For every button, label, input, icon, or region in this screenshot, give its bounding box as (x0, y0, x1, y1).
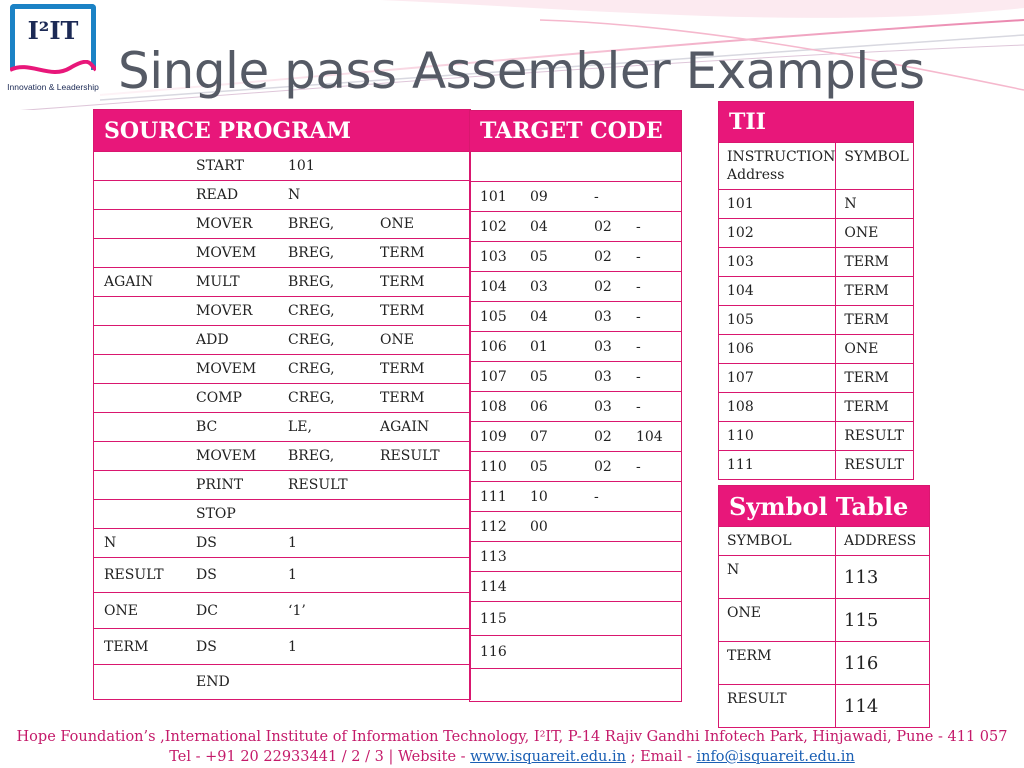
target-field: 02 (594, 248, 612, 265)
target-field: 110 (480, 458, 507, 475)
source-operand2 (380, 603, 470, 619)
target-row (470, 242, 682, 272)
source-operand1: LE, (288, 419, 312, 435)
tii-symbol: RESULT (836, 451, 914, 480)
target-field: - (636, 278, 641, 295)
target-field: - (594, 188, 599, 205)
page-title: Single pass Assembler Examples (118, 42, 925, 100)
source-row (94, 471, 471, 500)
symtab-symbol: RESULT (719, 685, 836, 728)
source-row (94, 500, 471, 529)
tii-row (719, 306, 914, 335)
source-opcode: START (196, 158, 244, 174)
target-field (594, 644, 636, 660)
symtab-symbol: TERM (719, 642, 836, 685)
target-row (470, 422, 682, 452)
target-field: 09 (530, 188, 548, 205)
target-field: 116 (480, 644, 507, 660)
source-label (94, 448, 196, 464)
target-field: 03 (594, 368, 612, 385)
target-field: 05 (530, 368, 548, 385)
tii-address: 101 (719, 190, 836, 219)
source-opcode: DS (196, 535, 217, 551)
source-program-header: SOURCE PROGRAM (94, 110, 471, 152)
target-field: 109 (480, 428, 507, 445)
source-operand2 (380, 506, 470, 522)
tii-row (719, 422, 914, 451)
footer-contact: Tel - +91 20 22933441 / 2 / 3 | Website - www.isquareit.edu.in ; Email - info@isquareit.edu.in (169, 749, 855, 765)
symtab-col-address: ADDRESS (836, 527, 930, 556)
target-field: 02 (594, 218, 612, 235)
tii-address: 110 (719, 422, 836, 451)
source-program-table (93, 109, 471, 700)
source-opcode: MOVEM (196, 448, 257, 464)
tii-address: 106 (719, 335, 836, 364)
source-opcode: MOVER (196, 303, 253, 319)
source-label (94, 506, 196, 522)
source-operand1: 1 (288, 535, 297, 551)
tii-address: 108 (719, 393, 836, 422)
target-field: 02 (594, 458, 612, 475)
source-operand1: CREG, (288, 361, 335, 377)
source-opcode: END (196, 674, 230, 690)
target-field: 05 (530, 248, 548, 265)
target-row (470, 362, 682, 392)
target-field: 06 (530, 398, 548, 415)
source-operand2: TERM (380, 303, 425, 319)
tii-row (719, 277, 914, 306)
target-field: 105 (480, 308, 507, 325)
target-row (470, 669, 682, 702)
target-row (470, 272, 682, 302)
source-opcode: COMP (196, 390, 242, 406)
source-opcode: STOP (196, 506, 236, 522)
source-operand1: CREG, (288, 303, 335, 319)
source-operand2: AGAIN (380, 419, 430, 435)
source-row (94, 413, 471, 442)
target-field: 115 (480, 610, 507, 627)
tii-address: 104 (719, 277, 836, 306)
target-row (470, 212, 682, 242)
target-field: 04 (530, 218, 548, 235)
symtab-symbol: ONE (719, 599, 836, 642)
tii-table (718, 101, 914, 480)
target-field: 00 (530, 518, 548, 535)
source-operand1 (288, 506, 380, 522)
source-label (94, 216, 196, 232)
target-field: 114 (480, 578, 507, 595)
tii-row (719, 219, 914, 248)
tii-symbol: TERM (836, 306, 914, 335)
target-field: - (636, 338, 641, 355)
source-operand1: CREG, (288, 332, 335, 348)
tii-symbol: TERM (836, 277, 914, 306)
target-field: 104 (636, 428, 663, 445)
target-row (470, 512, 682, 542)
target-field: 101 (480, 188, 507, 205)
source-row (94, 665, 471, 700)
target-row (470, 572, 682, 602)
tii-col-symbol: SYMBOL (836, 143, 914, 190)
target-row (470, 636, 682, 669)
target-field: 111 (480, 488, 507, 505)
symbol-table (718, 485, 930, 728)
symtab-row (719, 642, 930, 685)
source-label (94, 419, 196, 435)
tii-symbol: ONE (836, 219, 914, 248)
target-field: 02 (594, 278, 612, 295)
source-operand2: TERM (380, 361, 425, 377)
source-opcode: DS (196, 567, 217, 583)
symtab-symbol: N (719, 556, 836, 599)
source-label (94, 361, 196, 377)
source-label (94, 187, 196, 203)
target-field: 03 (594, 398, 612, 415)
target-field: 102 (480, 218, 507, 235)
target-field: 02 (594, 428, 612, 445)
source-row (94, 152, 471, 181)
tii-row (719, 248, 914, 277)
source-row (94, 181, 471, 210)
target-field: 03 (594, 308, 612, 325)
target-field (594, 519, 636, 535)
target-field: 107 (480, 368, 507, 385)
email-link[interactable]: info@isquareit.edu.in (696, 749, 855, 765)
source-row (94, 384, 471, 413)
source-operand2 (380, 158, 470, 174)
target-field: 103 (480, 248, 507, 265)
target-field (594, 549, 636, 565)
target-field: 104 (480, 278, 507, 295)
source-row (94, 268, 471, 297)
source-opcode: MOVEM (196, 245, 257, 261)
target-field (636, 189, 676, 205)
tii-row (719, 393, 914, 422)
source-operand2: TERM (380, 245, 425, 261)
tii-col-instruction-address: INSTRUCTION Address (719, 143, 836, 190)
symtab-col-symbol: SYMBOL (719, 527, 836, 556)
target-row (470, 182, 682, 212)
target-field: 112 (480, 518, 507, 535)
source-operand2: TERM (380, 274, 425, 290)
target-field: 03 (530, 278, 548, 295)
tii-row (719, 190, 914, 219)
symtab-address: 114 (836, 685, 930, 728)
tii-symbol: RESULT (836, 422, 914, 451)
source-operand1: N (288, 187, 301, 203)
website-link[interactable]: www.isquareit.edu.in (470, 749, 626, 765)
target-field: - (636, 218, 641, 235)
source-operand1: BREG, (288, 245, 335, 261)
target-row (470, 542, 682, 572)
source-row (94, 355, 471, 384)
source-label: N (104, 535, 117, 551)
target-field: - (636, 398, 641, 415)
source-opcode: READ (196, 187, 239, 203)
source-row (94, 297, 471, 326)
source-label (94, 674, 196, 690)
source-operand2 (380, 535, 470, 551)
source-operand1 (288, 674, 380, 690)
source-label: TERM (104, 638, 149, 655)
source-opcode: DC (196, 602, 218, 619)
source-operand1: ‘1’ (288, 602, 306, 619)
target-field (636, 611, 676, 627)
tii-address: 103 (719, 248, 836, 277)
tii-header: TII (719, 102, 914, 143)
target-row (470, 152, 682, 182)
source-opcode: MOVER (196, 216, 253, 232)
target-field: 113 (480, 548, 507, 565)
source-opcode: MOVEM (196, 361, 257, 377)
source-row (94, 210, 471, 239)
source-operand1: 1 (288, 638, 297, 655)
source-label (94, 332, 196, 348)
source-label: RESULT (104, 567, 164, 583)
tii-row (719, 451, 914, 480)
source-operand1: CREG, (288, 390, 335, 406)
target-field: 04 (530, 308, 548, 325)
target-field: 10 (530, 488, 548, 505)
source-operand1: RESULT (288, 477, 348, 493)
source-row (94, 326, 471, 355)
target-row (470, 452, 682, 482)
target-field (636, 489, 676, 505)
target-field (530, 611, 594, 627)
target-field (530, 644, 594, 660)
target-field (594, 579, 636, 595)
target-field (636, 519, 676, 535)
source-operand2 (380, 567, 470, 583)
symtab-row (719, 685, 930, 728)
target-field: 07 (530, 428, 548, 445)
target-row (470, 482, 682, 512)
source-opcode: PRINT (196, 477, 244, 493)
target-field (530, 549, 594, 565)
source-row (94, 629, 471, 665)
source-operand2 (380, 674, 470, 690)
target-row (470, 602, 682, 636)
source-operand2 (380, 187, 470, 203)
i2it-logo: I²IT Innovation & Leadership (4, 2, 102, 94)
source-label (94, 245, 196, 261)
target-field: - (636, 368, 641, 385)
source-operand1: BREG, (288, 216, 335, 232)
target-code-header: TARGET CODE (470, 111, 682, 152)
source-operand2 (380, 477, 470, 493)
tii-address: 111 (719, 451, 836, 480)
source-row (94, 239, 471, 268)
tii-symbol: TERM (836, 393, 914, 422)
tii-address: 105 (719, 306, 836, 335)
tii-symbol: TERM (836, 248, 914, 277)
target-row (470, 392, 682, 422)
tii-row (719, 364, 914, 393)
target-code-table (469, 110, 682, 702)
symtab-address: 113 (836, 556, 930, 599)
target-field: 01 (530, 338, 548, 355)
source-row (94, 558, 471, 593)
target-row (470, 302, 682, 332)
tii-symbol: N (836, 190, 914, 219)
tii-address: 107 (719, 364, 836, 393)
target-field (594, 611, 636, 627)
source-operand2: TERM (380, 390, 425, 406)
tii-address: 102 (719, 219, 836, 248)
source-label (94, 390, 196, 406)
source-label: AGAIN (104, 274, 154, 290)
target-field (636, 579, 676, 595)
source-operand1: BREG, (288, 448, 335, 464)
tii-symbol: TERM (836, 364, 914, 393)
target-field (530, 579, 594, 595)
target-field (636, 644, 676, 660)
source-operand1: 1 (288, 567, 297, 583)
symtab-row (719, 599, 930, 642)
source-operand1: BREG, (288, 274, 335, 290)
source-label: ONE (104, 602, 138, 619)
tii-row (719, 335, 914, 364)
tii-symbol: ONE (836, 335, 914, 364)
target-field: 108 (480, 398, 507, 415)
target-field: 106 (480, 338, 507, 355)
target-field: - (636, 458, 641, 475)
source-opcode: BC (196, 419, 218, 435)
target-field: - (636, 308, 641, 325)
target-row (470, 332, 682, 362)
target-field: - (636, 248, 641, 265)
target-field: - (594, 488, 599, 505)
symbol-table-header: Symbol Table (719, 486, 930, 527)
source-operand2 (380, 639, 470, 655)
target-field: 05 (530, 458, 548, 475)
source-operand2: RESULT (380, 448, 440, 464)
source-label (94, 158, 196, 174)
footer-address: Hope Foundation’s ,International Institute of Information Technology, I²IT, P-14 Rajiv Gandhi Infotech Park, Hinjawadi, Pune - 411 057 (16, 729, 1008, 745)
source-label (94, 477, 196, 493)
source-operand1: 101 (288, 158, 315, 174)
target-field (636, 549, 676, 565)
source-row (94, 529, 471, 558)
symtab-address: 116 (836, 642, 930, 685)
source-opcode: MULT (196, 274, 240, 290)
target-field: 03 (594, 338, 612, 355)
source-row (94, 442, 471, 471)
symtab-address: 115 (836, 599, 930, 642)
source-opcode: ADD (196, 332, 229, 348)
source-row (94, 593, 471, 629)
source-operand2: ONE (380, 332, 414, 348)
source-label (94, 303, 196, 319)
source-operand2: ONE (380, 216, 414, 232)
source-opcode: DS (196, 638, 217, 655)
symtab-row (719, 556, 930, 599)
